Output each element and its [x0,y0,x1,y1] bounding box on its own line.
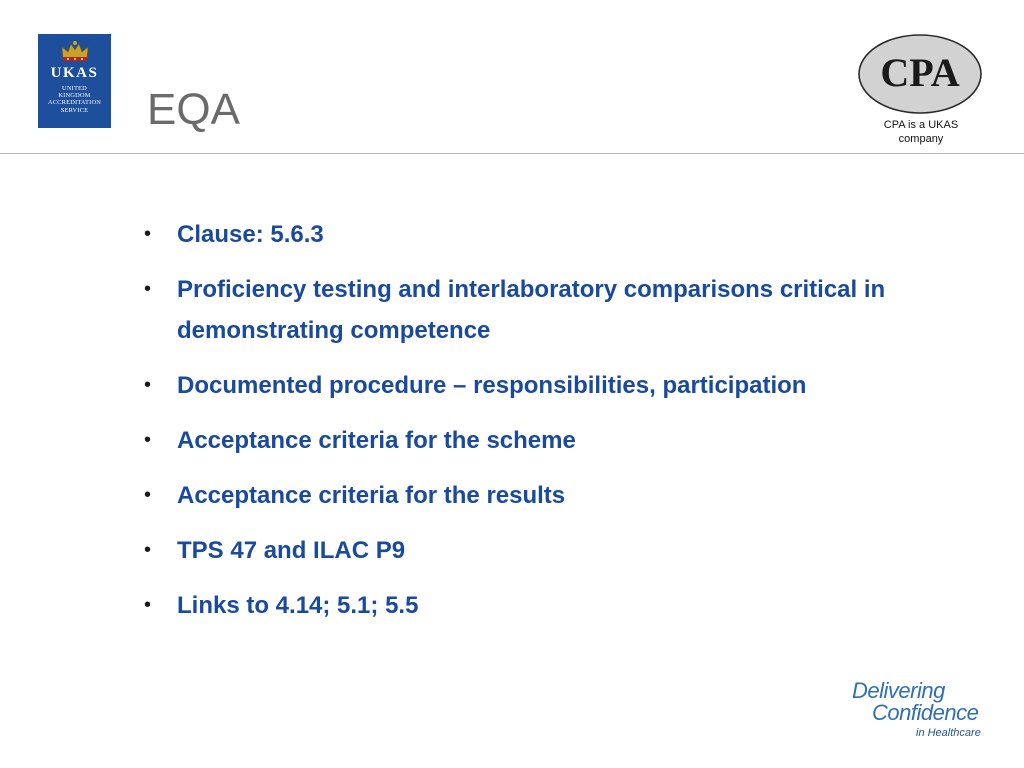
bullet-text: Acceptance criteria for the scheme [177,427,576,454]
bullet-text: Links to 4.14; 5.1; 5.5 [177,592,419,619]
ukas-logo-word: UKAS [50,65,99,81]
bullet-glyph: • [144,484,152,506]
bullet-text: TPS 47 and ILAC P9 [177,537,406,564]
bullet-item [140,585,960,626]
bullet-glyph: • [144,429,152,451]
bullet-glyph: • [144,539,152,561]
bullet-text: Acceptance criteria for the results [177,482,566,509]
bullet-glyph: • [144,594,152,616]
bullet-glyph: • [144,374,152,396]
bullet-item [140,365,960,406]
bullet-item [140,420,960,461]
bullet-glyph: • [144,223,152,245]
cpa-caption: CPA is a UKAS company [883,119,959,145]
footer-logo-line2: Confidence [872,700,979,725]
bullet-item [140,530,960,571]
cpa-logo [857,33,983,115]
ukas-logo [38,34,111,128]
page-title: EQA [147,85,240,134]
delivering-confidence-logo [850,676,990,742]
bullet-item [140,214,960,255]
bullet-text: Proficiency testing and interlaboratory comparisons critical in demonstrating competence [177,276,886,344]
footer-logo-line3: in Healthcare [916,727,981,739]
cpa-logo-text: CPA [880,50,960,95]
bullet-item [140,269,960,351]
ukas-logo-subtitle: UNITED KINGDOM ACCREDITATION SERVICE [47,85,102,114]
bullet-item [140,475,960,516]
bullet-glyph: • [144,278,152,300]
header-divider [0,153,1024,154]
bullet-list [140,214,960,640]
footer-logo-line1: Delivering [852,678,945,703]
bullet-text: Clause: 5.6.3 [177,221,324,248]
crown-icon [60,40,90,62]
bullet-text: Documented procedure – responsibilities, participation [177,372,807,399]
